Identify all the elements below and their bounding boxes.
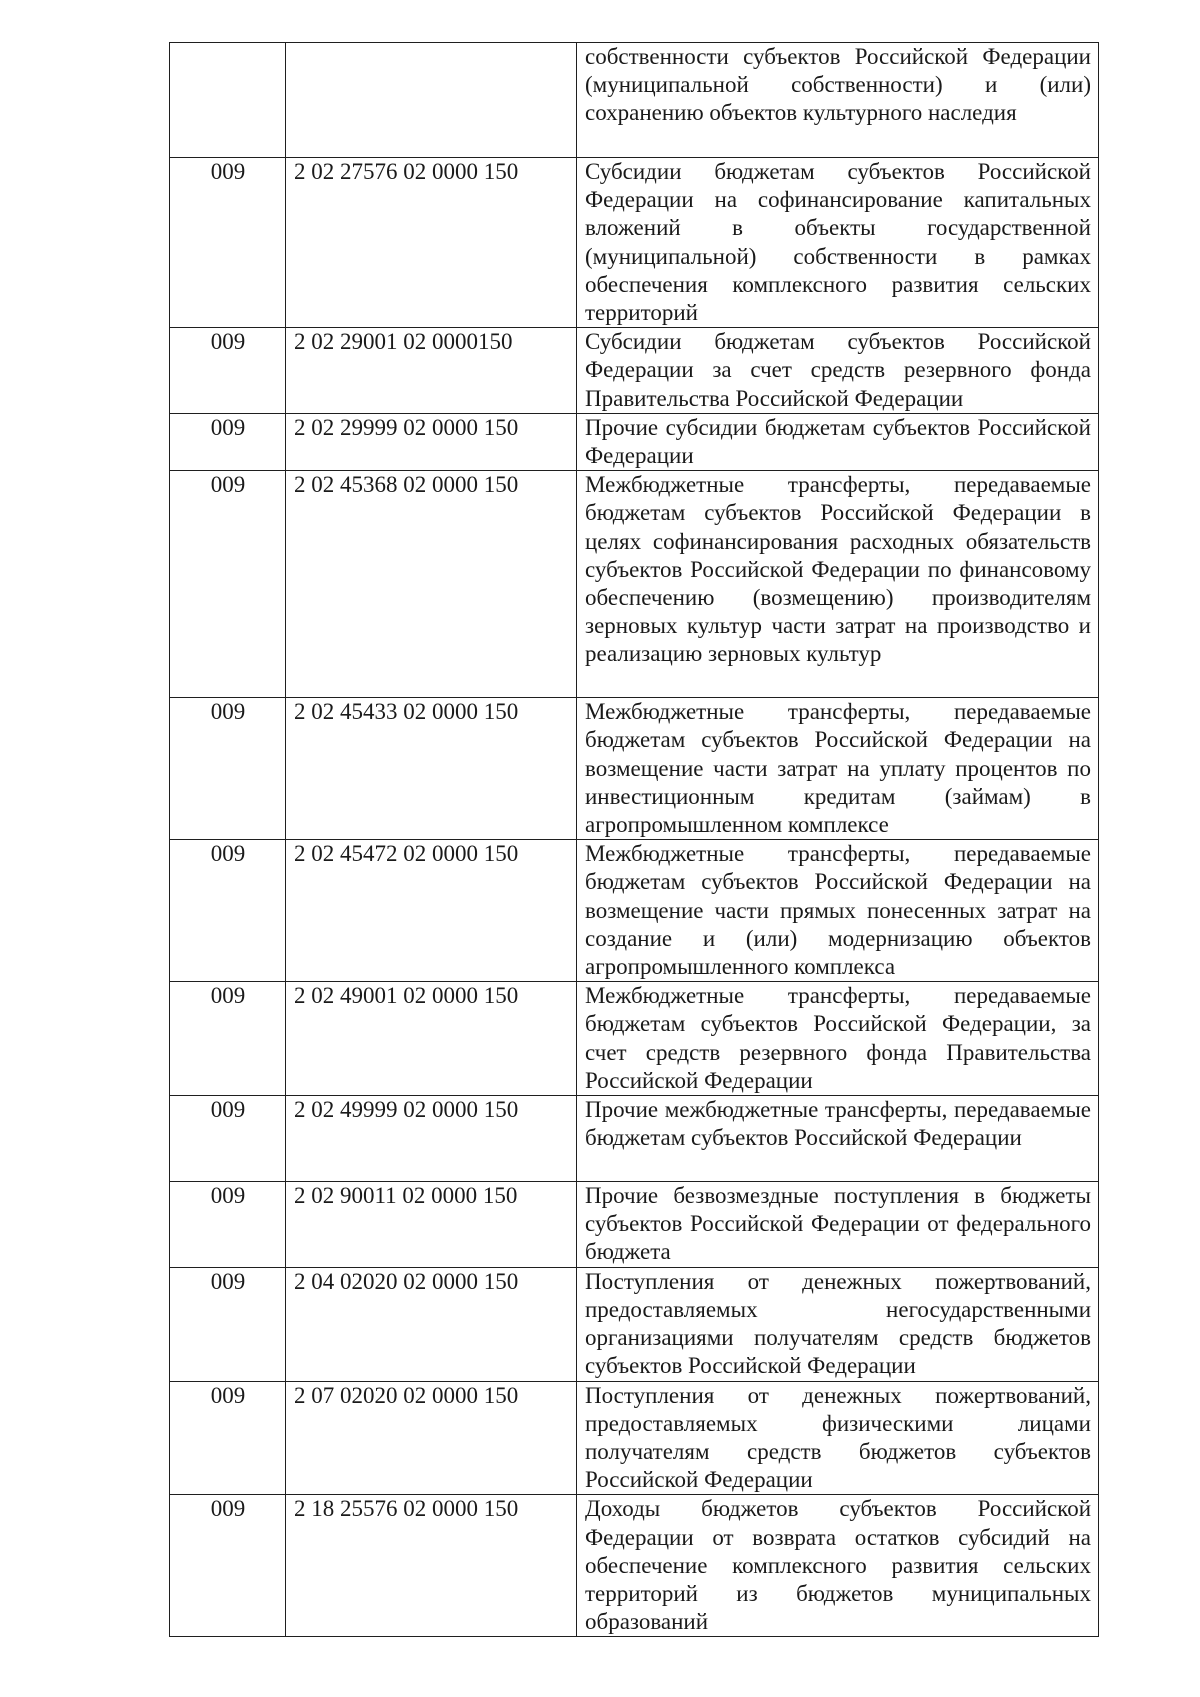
kbk-code-cell: 2 02 27576 02 0000 150 — [286, 158, 577, 328]
income-name-cell: Поступления от денежных пожертвований, предоставляемых негосударственными организациями получателям средств бюджетов субъектов Российской Федерации — [577, 1267, 1099, 1381]
admin-code-cell — [170, 43, 286, 158]
table-row — [170, 840, 1099, 982]
table-row — [170, 1495, 1099, 1637]
table-row — [170, 1267, 1099, 1381]
income-name-cell: Субсидии бюджетам субъектов Российской Федерации за счет средств резервного фонда Правительства Российской Федерации — [577, 328, 1099, 414]
income-name-cell: Прочие межбюджетные трансферты, передаваемые бюджетам субъектов Российской Федерации — [577, 1096, 1099, 1182]
table-row — [170, 328, 1099, 414]
admin-code-cell: 009 — [170, 1495, 286, 1637]
table-row — [170, 698, 1099, 840]
admin-code-cell: 009 — [170, 1182, 286, 1268]
admin-code-cell: 009 — [170, 1381, 286, 1495]
kbk-code-cell: 2 02 49001 02 0000 150 — [286, 982, 577, 1096]
income-name-cell: Межбюджетные трансферты, передаваемые бюджетам субъектов Российской Федерации, за счет средств резервного фонда Правительства Российской Федерации — [577, 982, 1099, 1096]
kbk-code-cell: 2 07 02020 02 0000 150 — [286, 1381, 577, 1495]
table-row — [170, 1381, 1099, 1495]
income-name-cell: Поступления от денежных пожертвований, предоставляемых физическими лицами получателям средств бюджетов субъектов Российской Федерации — [577, 1381, 1099, 1495]
table-row — [170, 1182, 1099, 1268]
admin-code-cell: 009 — [170, 328, 286, 414]
kbk-code-cell: 2 02 90011 02 0000 150 — [286, 1182, 577, 1268]
kbk-code-cell: 2 02 29999 02 0000 150 — [286, 413, 577, 470]
kbk-code-cell: 2 02 45433 02 0000 150 — [286, 698, 577, 840]
table-row — [170, 1096, 1099, 1182]
admin-code-cell: 009 — [170, 413, 286, 470]
table-row — [170, 43, 1099, 158]
table-row — [170, 982, 1099, 1096]
table-row — [170, 413, 1099, 470]
income-name-cell: Прочие субсидии бюджетам субъектов Российской Федерации — [577, 413, 1099, 470]
income-name-cell: Прочие безвозмездные поступления в бюджеты субъектов Российской Федерации от федерального бюджета — [577, 1182, 1099, 1268]
income-name-cell: Межбюджетные трансферты, передаваемые бюджетам субъектов Российской Федерации в целях софинансирования расходных обязательств субъектов Российской Федерации по финансовому обеспечению (возмещению) производителям зерновых культур части затрат на производство и реализацию зерновых культур — [577, 471, 1099, 698]
admin-code-cell: 009 — [170, 982, 286, 1096]
income-name-cell: Доходы бюджетов субъектов Российской Федерации от возврата остатков субсидий на обеспечение комплексного развития сельских территорий из бюджетов муниципальных образований — [577, 1495, 1099, 1637]
income-name-cell: собственности субъектов Российской Федерации (муниципальной собственности) и (или) сохранению объектов культурного наследия — [577, 43, 1099, 158]
income-name-cell: Межбюджетные трансферты, передаваемые бюджетам субъектов Российской Федерации на возмещение части затрат на уплату процентов по инвестиционным кредитам (займам) в агропромышленном комплексе — [577, 698, 1099, 840]
table-row — [170, 158, 1099, 328]
kbk-code-cell: 2 02 49999 02 0000 150 — [286, 1096, 577, 1182]
kbk-code-cell: 2 02 29001 02 0000150 — [286, 328, 577, 414]
kbk-code-cell: 2 18 25576 02 0000 150 — [286, 1495, 577, 1637]
kbk-code-cell — [286, 43, 577, 158]
admin-code-cell: 009 — [170, 158, 286, 328]
kbk-code-cell: 2 02 45472 02 0000 150 — [286, 840, 577, 982]
admin-code-cell: 009 — [170, 471, 286, 698]
admin-code-cell: 009 — [170, 1267, 286, 1381]
kbk-code-cell: 2 02 45368 02 0000 150 — [286, 471, 577, 698]
kbk-code-cell: 2 04 02020 02 0000 150 — [286, 1267, 577, 1381]
admin-code-cell: 009 — [170, 840, 286, 982]
admin-code-cell: 009 — [170, 1096, 286, 1182]
admin-code-cell: 009 — [170, 698, 286, 840]
income-codes-table — [169, 42, 1099, 1637]
income-name-cell: Межбюджетные трансферты, передаваемые бюджетам субъектов Российской Федерации на возмещение части прямых понесенных затрат на создание и (или) модернизацию объектов агропромышленного комплекса — [577, 840, 1099, 982]
table-row — [170, 471, 1099, 698]
income-name-cell: Субсидии бюджетам субъектов Российской Федерации на софинансирование капитальных вложений в объекты государственной (муниципальной) собственности в рамках обеспечения комплексного развития сельских территорий — [577, 158, 1099, 328]
